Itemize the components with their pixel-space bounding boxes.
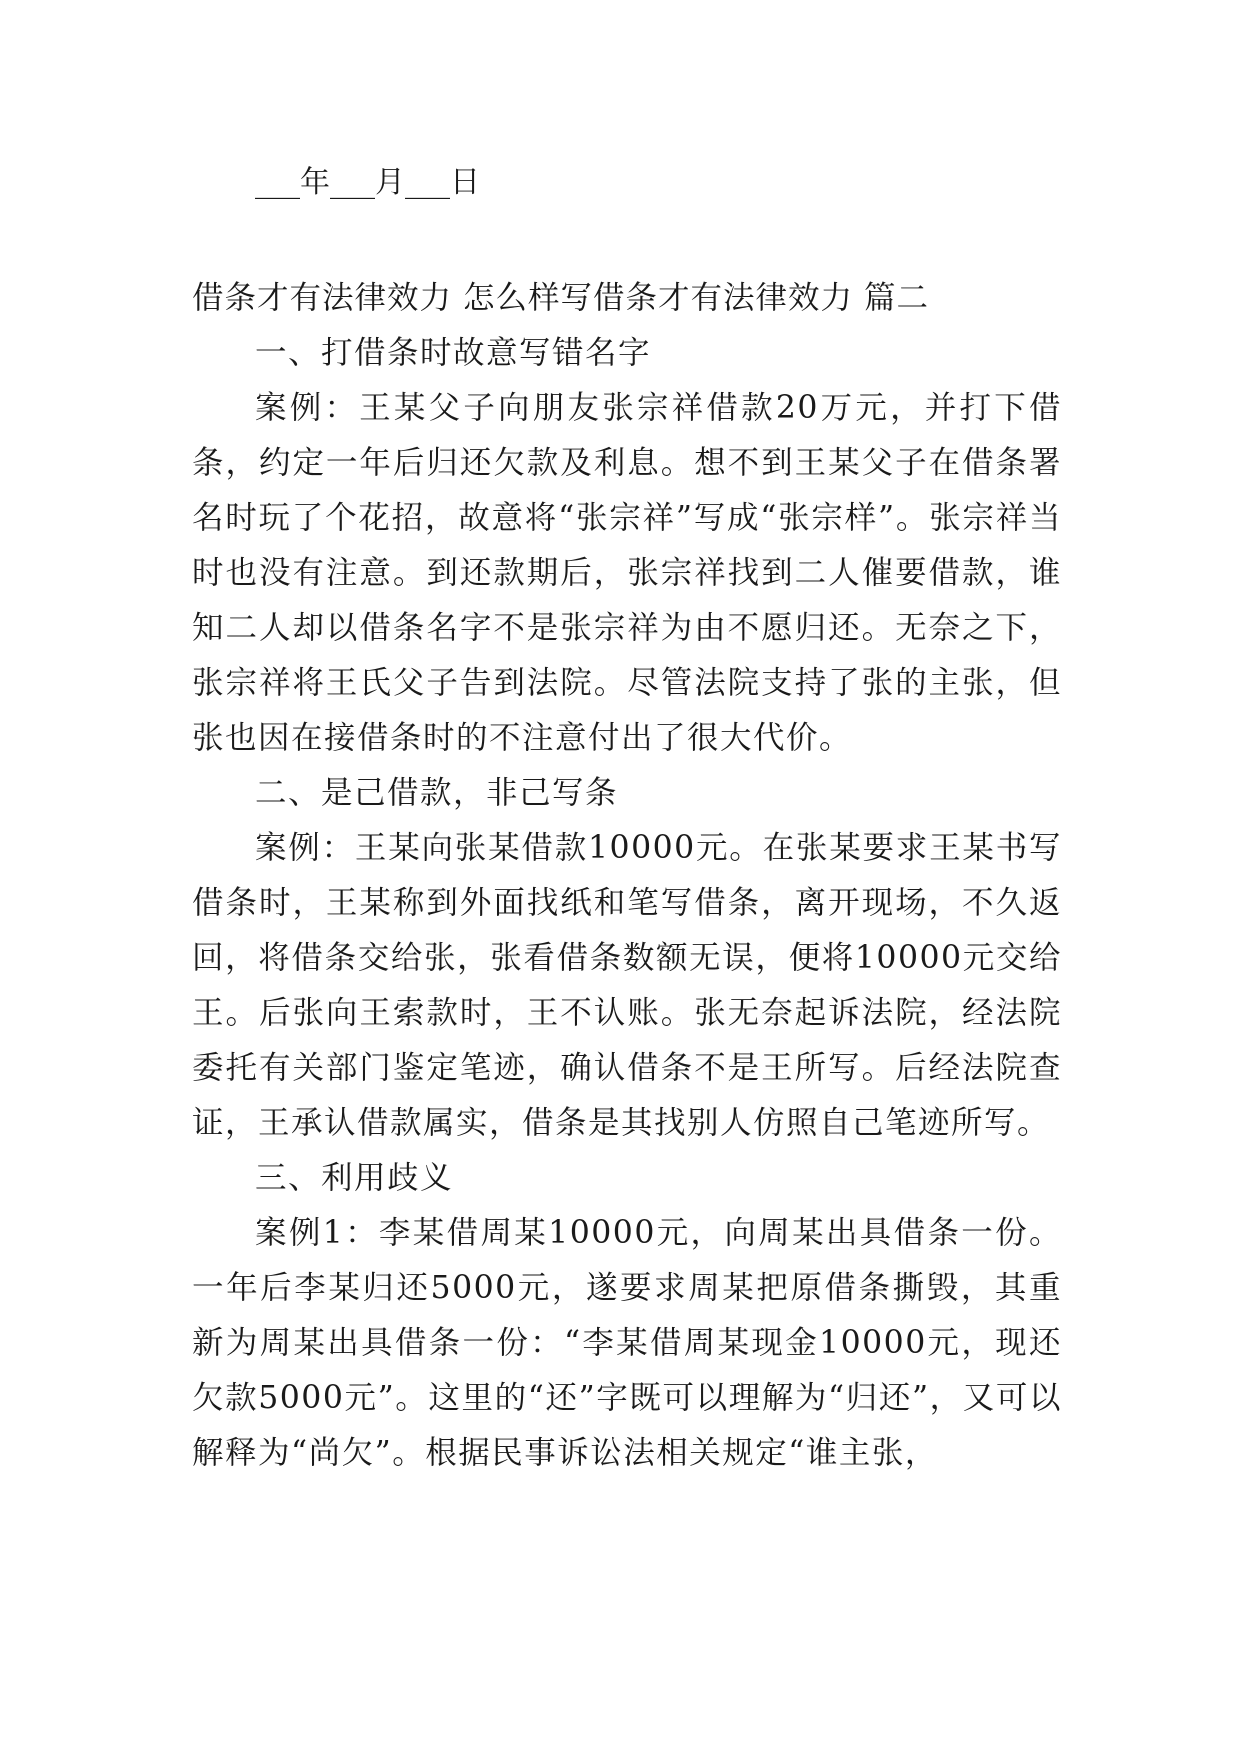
- case-paragraph-3: 案例1：李某借周某10000元，向周某出具借条一份。一年后李某归还5000元，遂要求周某把原借条撕毁，其重新为周某出具借条一份：“李某借周某现金10000元，现还欠款5000元”。这里的“还”字既可以理解为“归还”，又可以解释为“尚欠”。根据民事诉讼法相关规定“谁主张，: [192, 1215, 1062, 1471]
- section-heading-2: 二、是己借款，非己写条: [255, 775, 619, 811]
- date-blank-line: ___年___月___日: [255, 165, 480, 200]
- document-body: [192, 271, 1062, 1481]
- case-paragraph-2: 案例：王某向张某借款10000元。在张某要求王某书写借条时，王某称到外面找纸和笔写借条，离开现场，不久返回，将借条交给张，张看借条数额无误，便将10000元交给王。后张向王索款时，王不认账。张无奈起诉法院，经法院委托有关部门鉴定笔迹，确认借条不是王所写。后经法院查证，王承认借款属实，借条是其找别人仿照自己笔迹所写。: [192, 830, 1062, 1141]
- section-heading-1: 一、打借条时故意写错名字: [255, 335, 652, 371]
- case-paragraph-1: 案例：王某父子向朋友张宗祥借款20万元，并打下借条，约定一年后归还欠款及利息。想不到王某父子在借条署名时玩了个花招，故意将“张宗祥”写成“张宗样”。张宗祥当时也没有注意。到还款期后，张宗祥找到二人催要借款，谁知二人却以借条名字不是张宗祥为由不愿归还。无奈之下，张宗祥将王氏父子告到法院。尽管法院支持了张的主张，但张也因在接借条时的不注意付出了很大代价。: [192, 390, 1062, 756]
- section-heading-3: 三、利用歧义: [255, 1160, 454, 1196]
- article-title: 借条才有法律效力 怎么样写借条才有法律效力 篇二: [192, 280, 930, 316]
